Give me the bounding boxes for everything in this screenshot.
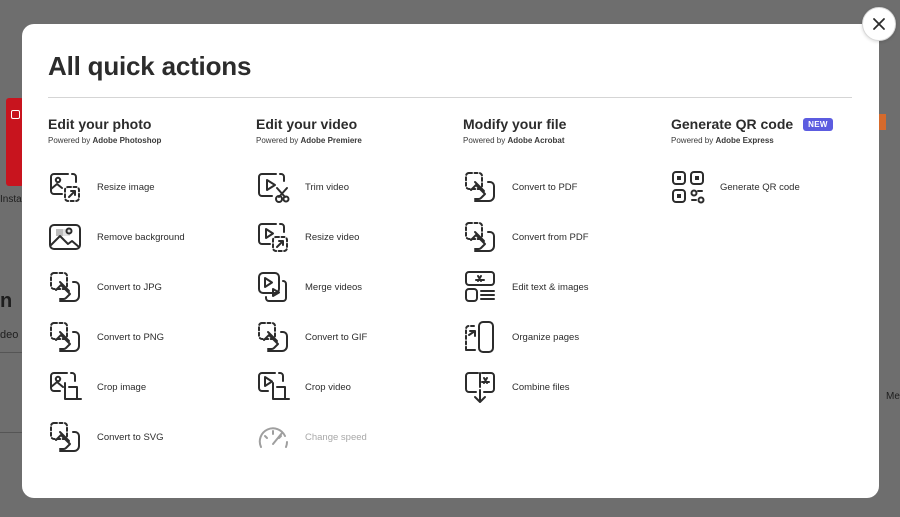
quick-actions-modal <box>22 24 879 498</box>
speed-gauge-icon <box>256 420 290 454</box>
convert-hand-icon <box>463 170 497 204</box>
action-combine-files[interactable] <box>463 362 663 412</box>
powered-by <box>256 136 456 145</box>
action-label: Merge videos <box>305 281 363 293</box>
action-trim-video[interactable] <box>256 162 456 212</box>
column-title <box>256 116 456 132</box>
edit-pdf-icon <box>463 270 497 304</box>
organize-pages-icon <box>463 320 497 354</box>
action-label: Resize image <box>97 181 155 193</box>
column-title-text: Edit your video <box>256 116 358 132</box>
qr-code-icon <box>671 170 705 204</box>
action-convert-to-jpg[interactable] <box>48 262 248 312</box>
action-label: Convert to GIF <box>305 331 368 343</box>
action-label: Convert to PDF <box>512 181 578 193</box>
powered-by-product: Adobe Acrobat <box>507 136 565 145</box>
action-label: Trim video <box>305 181 349 193</box>
column-title-text: Generate QR code <box>671 116 794 132</box>
powered-by-product: Adobe Premiere <box>300 136 362 145</box>
action-label: Organize pages <box>512 331 580 343</box>
powered-by-product: Adobe Photoshop <box>92 136 162 145</box>
column-title <box>671 116 871 132</box>
image-remove-background-icon <box>48 220 82 254</box>
action-crop-video[interactable] <box>256 362 456 412</box>
background-text: Insta <box>0 194 22 205</box>
image-crop-icon <box>48 370 82 404</box>
powered-prefix: Powered by <box>463 136 506 145</box>
background-heading: n <box>0 290 13 312</box>
action-label: Convert from PDF <box>512 231 589 243</box>
action-resize-image[interactable] <box>48 162 248 212</box>
column-modify-file <box>463 116 663 412</box>
powered-by-product: Adobe Express <box>715 136 774 145</box>
action-organize-pages[interactable] <box>463 312 663 362</box>
powered-prefix: Powered by <box>671 136 714 145</box>
action-label: Convert to PNG <box>97 331 165 343</box>
action-label: Crop image <box>97 381 147 393</box>
action-convert-from-pdf[interactable] <box>463 212 663 262</box>
action-label: Crop video <box>305 381 351 393</box>
modal-title: All quick actions <box>48 51 252 81</box>
video-trim-icon <box>256 170 290 204</box>
video-resize-icon <box>256 220 290 254</box>
column-title <box>48 116 248 132</box>
video-crop-icon <box>256 370 290 404</box>
background-text: deo <box>0 329 19 341</box>
background-divider <box>0 432 22 433</box>
action-label: Convert to SVG <box>97 431 164 443</box>
action-label: Resize video <box>305 231 360 243</box>
image-resize-icon <box>48 170 82 204</box>
column-title <box>463 116 663 132</box>
powered-by <box>463 136 663 145</box>
action-label: Remove background <box>97 231 185 243</box>
action-label: Combine files <box>512 381 570 393</box>
powered-prefix: Powered by <box>48 136 91 145</box>
title-divider <box>48 97 852 98</box>
convert-hand-icon <box>48 320 82 354</box>
action-remove-background[interactable] <box>48 212 248 262</box>
powered-prefix: Powered by <box>256 136 299 145</box>
action-convert-to-png[interactable] <box>48 312 248 362</box>
convert-hand-icon <box>463 220 497 254</box>
column-title-text: Edit your photo <box>48 116 152 132</box>
background-divider <box>0 352 22 353</box>
video-merge-icon <box>256 270 290 304</box>
action-merge-videos[interactable] <box>256 262 456 312</box>
convert-hand-icon <box>48 420 82 454</box>
action-edit-text-images[interactable] <box>463 262 663 312</box>
action-change-speed <box>256 412 456 462</box>
action-crop-image[interactable] <box>48 362 248 412</box>
action-convert-to-pdf[interactable] <box>463 162 663 212</box>
action-generate-qr-code[interactable] <box>671 162 871 212</box>
close-button[interactable] <box>862 7 896 41</box>
close-icon <box>872 17 886 31</box>
action-convert-to-gif[interactable] <box>256 312 456 362</box>
combine-files-icon <box>463 370 497 404</box>
action-resize-video[interactable] <box>256 212 456 262</box>
background-text: Me <box>886 391 900 402</box>
column-title-text: Modify your file <box>463 116 567 132</box>
convert-hand-icon <box>48 270 82 304</box>
new-badge: NEW <box>803 118 833 131</box>
column-edit-photo <box>48 116 248 462</box>
action-label: Generate QR code <box>720 181 800 193</box>
column-generate-qr <box>671 116 871 212</box>
powered-by <box>48 136 248 145</box>
action-convert-to-svg[interactable] <box>48 412 248 462</box>
action-label: Change speed <box>305 431 367 443</box>
action-label: Convert to JPG <box>97 281 162 293</box>
column-edit-video <box>256 116 456 462</box>
powered-by <box>671 136 871 145</box>
action-label: Edit text & images <box>512 281 589 293</box>
convert-hand-icon <box>256 320 290 354</box>
